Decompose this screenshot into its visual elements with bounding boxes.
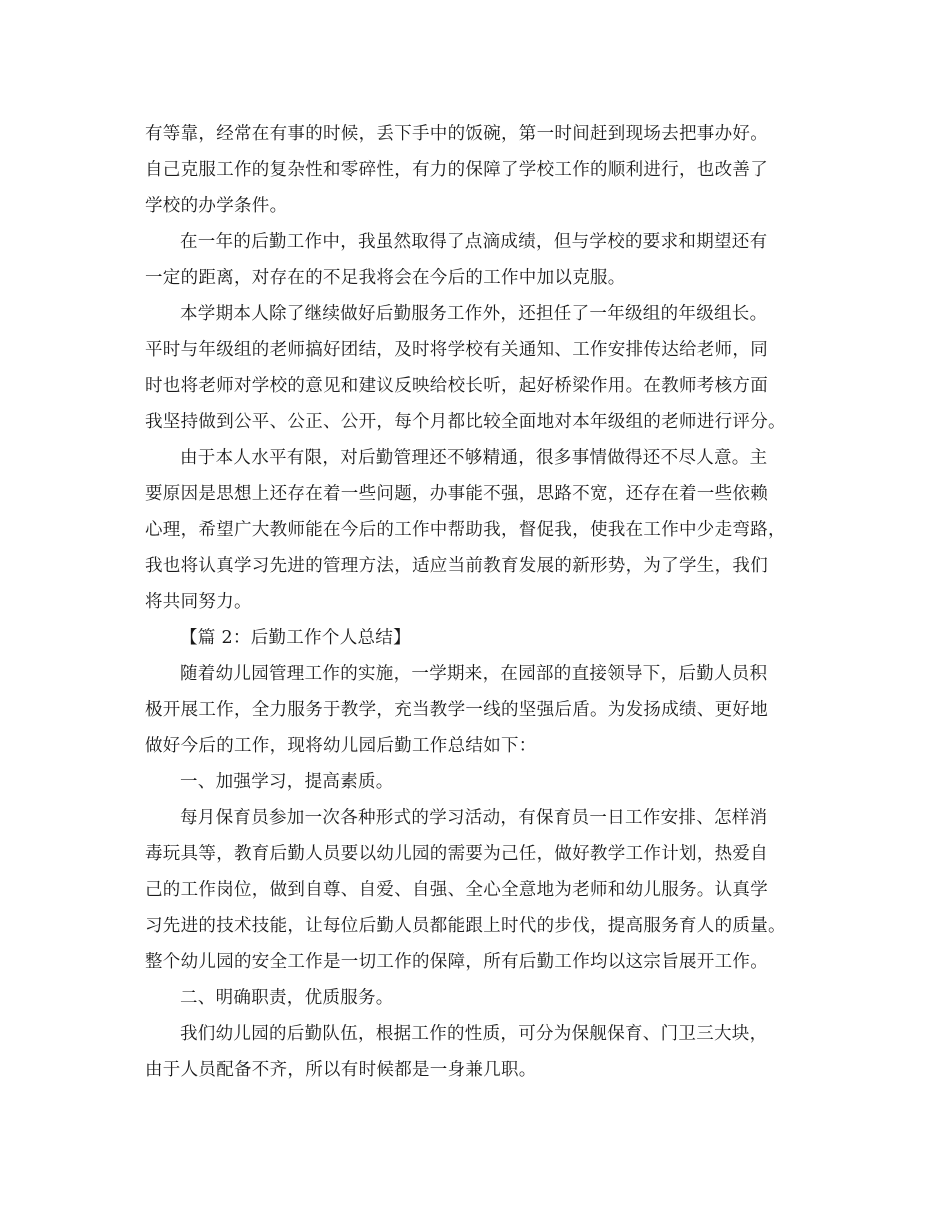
text-line: 平时与年级组的老师搞好团结，及时将学校有关通知、工作安排传达给老师，同 [145, 340, 768, 360]
text-line: 一、加强学习，提高素质。 [180, 772, 394, 792]
text-line: 心理，希望广大教师能在今后的工作中帮助我，督促我，使我在工作中少走弯路， [145, 520, 786, 540]
text-line: 随着幼儿园管理工作的实施，一学期来，在园部的直接领导下，后勤人员积 [180, 664, 768, 684]
text-line: 【篇 2：后勤工作个人总结】 [180, 628, 411, 648]
text-line: 我坚持做到公平、公正、公开，每个月都比较全面地对本年级组的老师进行评分。 [145, 412, 786, 432]
text-line: 毒玩具等，教育后勤人员要以幼儿园的需要为己任，做好教学工作计划，热爱自 [145, 844, 768, 864]
text-line: 由于人员配备不齐，所以有时候都是一身兼几职。 [145, 1060, 537, 1080]
text-line: 极开展工作，全力服务于教学，充当教学一线的坚强后盾。为发扬成绩、更好地 [145, 700, 768, 720]
text-line: 一定的距离，对存在的不足我将会在今后的工作中加以克服。 [145, 268, 626, 288]
text-line: 习先进的技术技能，让每位后勤人员都能跟上时代的步伐，提高服务育人的质量。 [145, 916, 786, 936]
text-line: 有等靠，经常在有事的时候，丢下手中的饭碗，第一时间赶到现场去把事办好。 [145, 124, 768, 144]
text-line: 己的工作岗位，做到自尊、自爱、自强、全心全意地为老师和幼儿服务。认真学 [145, 880, 768, 900]
text-line: 将共同努力。 [145, 592, 252, 612]
text-line: 要原因是思想上还存在着一些问题，办事能不强，思路不宽，还存在着一些依赖 [145, 484, 768, 504]
text-line: 二、明确职责，优质服务。 [180, 988, 394, 1008]
text-line: 时也将老师对学校的意见和建议反映给校长听，起好桥梁作用。在教师考核方面 [145, 376, 768, 396]
text-line: 由于本人水平有限，对后勤管理还不够精通，很多事情做得还不尽人意。主 [180, 448, 768, 468]
text-line: 我也将认真学习先进的管理方法，适应当前教育发展的新形势，为了学生，我们 [145, 556, 768, 576]
document-body [145, 116, 810, 1088]
text-line: 每月保育员参加一次各种形式的学习活动，有保育员一日工作安排、怎样消 [180, 808, 768, 828]
text-line: 自己克服工作的复杂性和零碎性，有力的保障了学校工作的顺利进行，也改善了 [145, 160, 768, 180]
text-line: 整个幼儿园的安全工作是一切工作的保障，所有后勤工作均以这宗旨展开工作。 [145, 952, 768, 972]
text-line: 学校的办学条件。 [145, 196, 288, 216]
text-line: 本学期本人除了继续做好后勤服务工作外，还担任了一年级组的年级组长。 [180, 304, 768, 324]
text-line: 我们幼儿园的后勤队伍，根据工作的性质，可分为保舰保育、门卫三大块， [180, 1024, 768, 1044]
text-line: 在一年的后勤工作中，我虽然取得了点滴成绩，但与学校的要求和期望还有 [180, 232, 768, 252]
text-line: 做好今后的工作，现将幼儿园后勤工作总结如下： [145, 736, 537, 756]
